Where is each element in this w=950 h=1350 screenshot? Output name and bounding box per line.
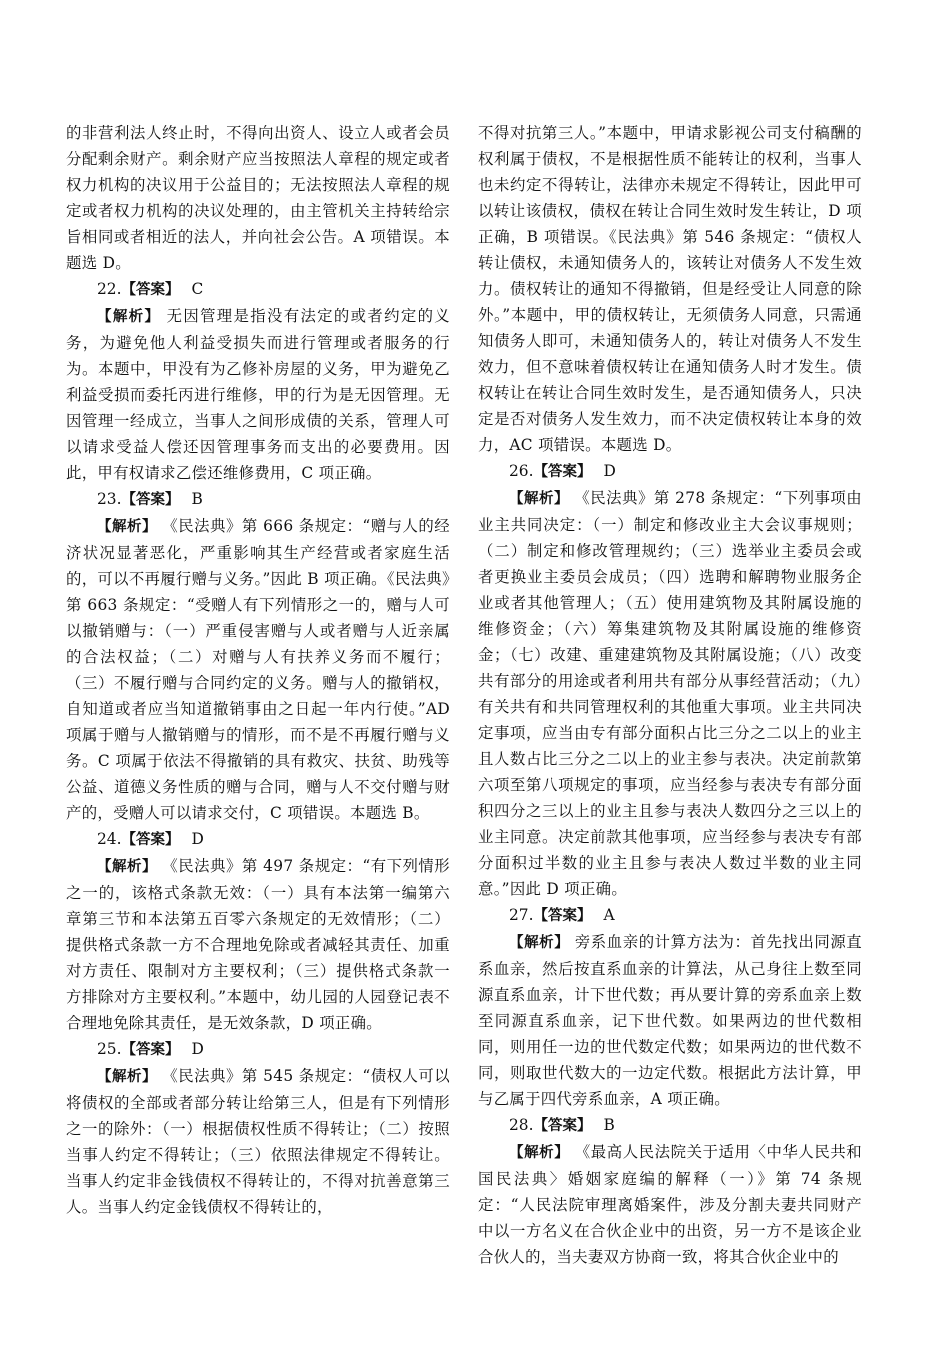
q26-number: 26. — [509, 462, 534, 480]
q27-answer-line — [478, 902, 862, 929]
q26-analysis-label: 【解析】 — [509, 491, 569, 507]
left-column — [66, 120, 450, 1220]
q22-analysis — [66, 303, 450, 486]
q22-number: 22. — [97, 280, 122, 298]
q25-answer-label: 【答案】 — [121, 1042, 180, 1058]
q27-analysis-label: 【解析】 — [509, 935, 570, 951]
q24-answer: D — [191, 830, 204, 848]
q25-tail: 不得对抗第三人。”本题中，甲请求影视公司支付稿酬的权利属于债权，不是根据性质不能转让的权利，当事人也未约定不得转让，法律亦未规定不得转让，因此甲可以转让该债权，债权在转让合同生效时发生转让，D 项正确，B 项错误。《民法典》第 546 条规定：“债权人转让债权，未通知债务人的，该转让对债务人不发生效力。债权转让的通知不得撤销，但是经受让人同意的除外。”本题中，甲的债权转让，无须债务人同意，只需通知债务人即可，未通知债务人的，转让对债务人不发生效力，但不意味着债权转让在通知债务人时才发生。债权转让在转让合同生效时发生，是否通知债务人，只决定是否对债务人发生效力，而不决定债权转让本身的效力，AC 项错误。本题选 D。 — [478, 124, 862, 454]
q23-analysis-text: 《民法典》第 666 条规定：“赠与人的经济状况显著恶化，严重影响其生产经营或者家庭生活的，可以不再履行赠与义务。”因此 B 项正确。《民法典》第 663 条规定：“受赠人有下列情形之一的，赠与人可以撤销赠与：（一）严重侵害赠与人或者赠与人近亲属的合法权益；（二）对赠与人有扶养义务而不履行；（三）不履行赠与合同约定的义务。赠与人的撤销权，自知道或者应当知道撤销事由之日起一年内行使。”AD 项属于赠与人撤销赠与的情形，而不是不再履行赠与义务。C 项属于依法不得撤销的具有救灾、扶贫、助残等公益、道德义务性质的赠与合同，赠与人不交付赠与财产的，受赠人可以请求交付，C 项错误。本题选 B。 — [66, 517, 450, 822]
q24-number: 24. — [97, 830, 122, 848]
q25-number: 25. — [97, 1040, 122, 1058]
q27-number: 27. — [509, 906, 534, 924]
q27-analysis — [478, 929, 862, 1112]
para-21-tail: 的非营利法人终止时，不得向出资人、设立人或者会员分配剩余财产。剩余财产应当按照法人章程的规定或者权力机构的决议用于公益目的；无法按照法人章程的规定或者权力机构的决议处理的，由主管机关主持转给宗旨相同或者相近的法人，并向社会公告。A 项错误。本题选 D。 — [66, 124, 450, 272]
q28-answer: B — [603, 1116, 615, 1134]
q24-answer-line — [66, 826, 450, 853]
q22-analysis-text: 无因管理是指没有法定的或者约定的义务，为避免他人利益受损失而进行管理或者服务的行为。本题中，甲没有为乙修补房屋的义务，甲为避免乙利益受损而委托丙进行维修，甲的行为是无因管理。无因管理一经成立，当事人之间形成债的关系，管理人可以请求受益人偿还因管理事务而支出的必要费用。因此，甲有权请求乙偿还维修费用，C 项正确。 — [66, 307, 450, 482]
q22-analysis-label: 【解析】 — [97, 309, 161, 325]
q26-answer: D — [603, 462, 616, 480]
q28-answer-line — [478, 1112, 862, 1139]
q26-answer-label: 【答案】 — [533, 464, 592, 480]
q22-answer: C — [191, 280, 204, 298]
q28-analysis-label: 【解析】 — [509, 1145, 570, 1161]
right-column — [478, 120, 862, 1270]
q23-answer-line — [66, 486, 450, 513]
q23-number: 23. — [97, 490, 122, 508]
q22-answer-label: 【答案】 — [121, 282, 180, 298]
q28-answer-label: 【答案】 — [533, 1118, 592, 1134]
q27-answer: A — [603, 906, 615, 924]
q23-analysis-label: 【解析】 — [97, 519, 157, 535]
q28-analysis-text: 《最高人民法院关于适用〈中华人民共和国民法典〉婚姻家庭编的解释（一）》第 74 条规定：“人民法院审理离婚案件，涉及分割夫妻共同财产中以一方名义在合伙企业中的出资，另一方不是该企业合伙人的，当夫妻双方协商一致，将其合伙企业中的 — [478, 1143, 863, 1266]
q24-answer-label: 【答案】 — [121, 832, 180, 848]
q25-analysis — [66, 1063, 450, 1220]
q26-analysis — [478, 485, 862, 902]
q28-number: 28. — [509, 1116, 534, 1134]
q25-analysis-text: 《民法典》第 545 条规定：“债权人可以将债权的全部或者部分转让给第三人，但是有下列情形之一的除外：（一）根据债权性质不得转让；（二）按照当事人约定不得转让；（三）依照法律规定不得转让。当事人约定非金钱债权不得转让的，不得对抗善意第三人。当事人约定金钱债权不得转让的， — [66, 1067, 450, 1216]
q27-analysis-text: 旁系血亲的计算方法为：首先找出同源直系血亲，然后按直系血亲的计算法，从己身往上数至同源直系血亲，计下世代数；再从要计算的旁系血亲上数至同源直系血亲，记下世代数。如果两边的世代数相同，则用任一边的世代数定代数；如果两边的世代数不同，则取世代数大的一边定代数。根据此方法计算，甲与乙属于四代旁系血亲，A 项正确。 — [478, 933, 863, 1108]
q23-answer: B — [191, 490, 203, 508]
q25-answer: D — [191, 1040, 204, 1058]
q24-analysis — [66, 853, 450, 1036]
q24-analysis-label: 【解析】 — [97, 859, 157, 875]
q26-answer-line — [478, 458, 862, 485]
q23-answer-label: 【答案】 — [121, 492, 180, 508]
q27-answer-label: 【答案】 — [533, 908, 592, 924]
q25-answer-line — [66, 1036, 450, 1063]
q24-analysis-text: 《民法典》第 497 条规定：“有下列情形之一的，该格式条款无效：（一）具有本法第一编第六章第三节和本法第五百零六条规定的无效情形；（二）提供格式条款一方不合理地免除或者减轻其责任、加重对方责任、限制对方主要权利；（三）提供格式条款一方排除对方主要权利。”本题中，幼儿园的人园登记表不合理地免除其责任，是无效条款，D 项正确。 — [66, 857, 450, 1032]
q25-analysis-label: 【解析】 — [97, 1069, 157, 1085]
q23-analysis — [66, 513, 450, 826]
q28-analysis — [478, 1139, 862, 1270]
q26-analysis-text: 《民法典》第 278 条规定：“下列事项由业主共同决定：（一）制定和修改业主大会议事规则；（二）制定和修改管理规约；（三）选举业主委员会或者更换业主委员会成员；（四）选聘和解聘物业服务企业或者其他管理人；（五）使用建筑物及其附属设施的维修资金；（六）筹集建筑物及其附属设施的维修资金；（七）改建、重建建筑物及其附属设施；（八）改变共有部分的用途或者利用共有部分从事经营活动；（九）有关共有和共同管理权利的其他重大事项。业主共同决定事项，应当由专有部分面积占比三分之二以上的业主且人数占比三分之二以上的业主参与表决。决定前款第六项至第八项规定的事项，应当经参与表决专有部分面积四分之三以上的业主且参与表决人数四分之三以上的业主同意。决定前款其他事项，应当经参与表决专有部分面积过半数的业主且参与表决人数过半数的业主同意。”因此 D 项正确。 — [478, 489, 862, 898]
q22-answer-line — [66, 276, 450, 303]
